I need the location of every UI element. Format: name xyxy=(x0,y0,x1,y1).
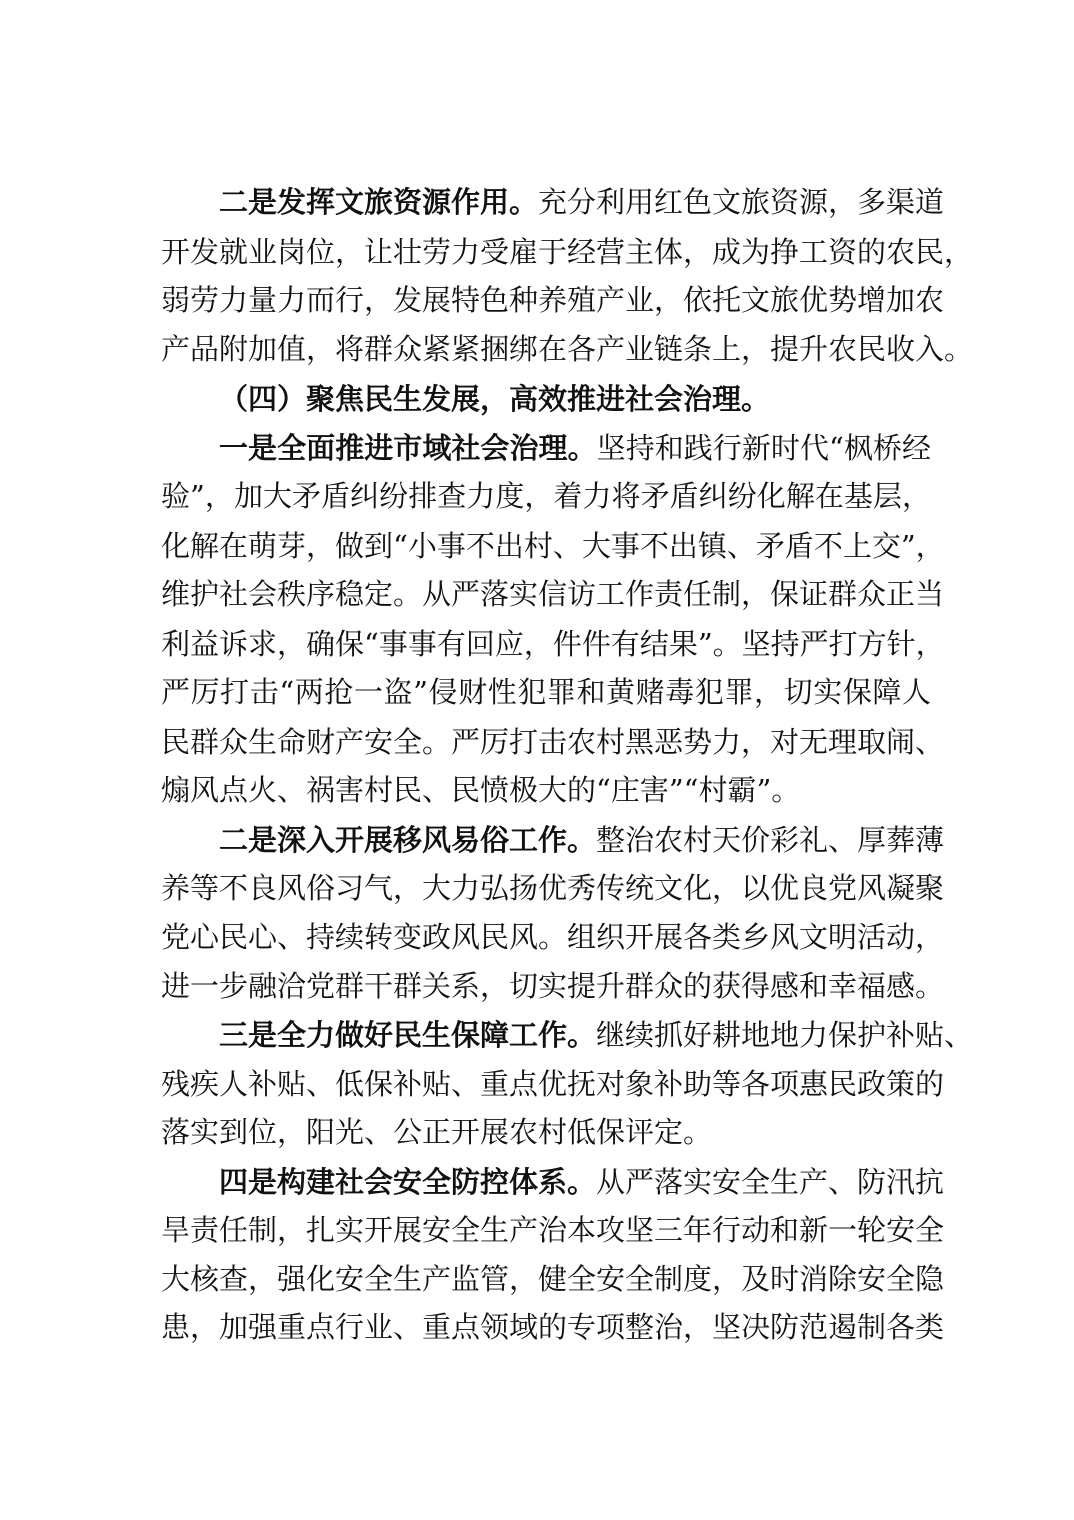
paragraph-4-text: 继续抓好耕地地力保护补贴、 xyxy=(596,1018,974,1052)
paragraph-2-line-4: 维护社会秩序稳定。从严落实信访工作责任制，保证群众正当 xyxy=(161,577,945,611)
paragraph-2-line-8: 煽风点火、祸害村民、民愤极大的“庄害”“村霸”。 xyxy=(161,773,801,807)
paragraph-5-lead: 四是构建社会安全防控体系。 xyxy=(219,1165,597,1199)
paragraph-2-line-1 xyxy=(219,426,931,470)
paragraph-2-line-3: 化解在萌芽，做到“小事不出村、大事不出镇、矛盾不上交”， xyxy=(161,529,945,563)
paragraph-2-line-5: 利益诉求，确保“事事有回应，件件有结果”。坚持严打方针， xyxy=(161,627,945,661)
paragraph-4-line-2: 残疾人补贴、低保补贴、重点优抚对象补助等各项惠民政策的 xyxy=(161,1067,945,1101)
paragraph-3-lead: 二是深入开展移风易俗工作。 xyxy=(219,823,597,857)
paragraph-1-text: 充分利用红色文旅资源，多渠道 xyxy=(538,185,945,219)
paragraph-2-line-7: 民群众生命财产安全。严厉打击农村黑恶势力，对无理取闹、 xyxy=(161,725,945,759)
paragraph-5-line-4: 患，加强重点行业、重点领域的专项整治，坚决防范遏制各类 xyxy=(161,1310,945,1344)
paragraph-3-line-3: 党心民心、持续转变政风民风。组织开展各类乡风文明活动， xyxy=(161,920,945,954)
paragraph-1-line-3: 弱劳力量力而行，发展特色种养殖产业，依托文旅优势增加农 xyxy=(161,283,945,317)
paragraph-4-lead: 三是全力做好民生保障工作。 xyxy=(219,1018,597,1052)
paragraph-1-lead: 二是发挥文旅资源作用。 xyxy=(219,185,539,219)
paragraph-5-line-1 xyxy=(219,1160,945,1204)
paragraph-5-line-2: 旱责任制，扎实开展安全生产治本攻坚三年行动和新一轮安全 xyxy=(161,1213,945,1247)
paragraph-5-line-3: 大核查，强化安全生产监管，健全安全制度，及时消除安全隐 xyxy=(161,1262,945,1296)
paragraph-2-line-2: 验”，加大矛盾纠纷排查力度，着力将矛盾纠纷化解在基层， xyxy=(161,479,931,513)
paragraph-4-line-1 xyxy=(219,1013,974,1057)
paragraph-5-text: 从严落实安全生产、防汛抗 xyxy=(596,1165,945,1199)
paragraph-1-line-2: 开发就业岗位，让壮劳力受雇于经营主体，成为挣工资的农民， xyxy=(161,235,974,269)
paragraph-3-line-2: 养等不良风俗习气，大力弘扬优秀传统文化，以优良党风凝聚 xyxy=(161,871,945,905)
section-heading: （四）聚焦民生发展，高效推进社会治理。 xyxy=(219,382,771,416)
paragraph-2-lead: 一是全面推进市域社会治理。 xyxy=(219,431,597,465)
paragraph-3-line-4: 进一步融洽党群干群关系，切实提升群众的获得感和幸福感。 xyxy=(161,969,945,1003)
paragraph-1-line-1 xyxy=(219,180,945,224)
paragraph-3-line-1 xyxy=(219,818,945,862)
paragraph-4-line-3: 落实到位，阳光、公正开展农村低保评定。 xyxy=(161,1115,713,1149)
paragraph-2-line-6: 严厉打击“两抢一盗”侵财性犯罪和黄赌毒犯罪，切实保障人 xyxy=(161,675,931,709)
paragraph-2-text: 坚持和践行新时代“枫桥经 xyxy=(596,431,931,465)
paragraph-1-line-4: 产品附加值，将群众紧紧捆绑在各产业链条上，提升农民收入。 xyxy=(161,332,974,366)
paragraph-3-text: 整治农村天价彩礼、厚葬薄 xyxy=(596,823,945,857)
